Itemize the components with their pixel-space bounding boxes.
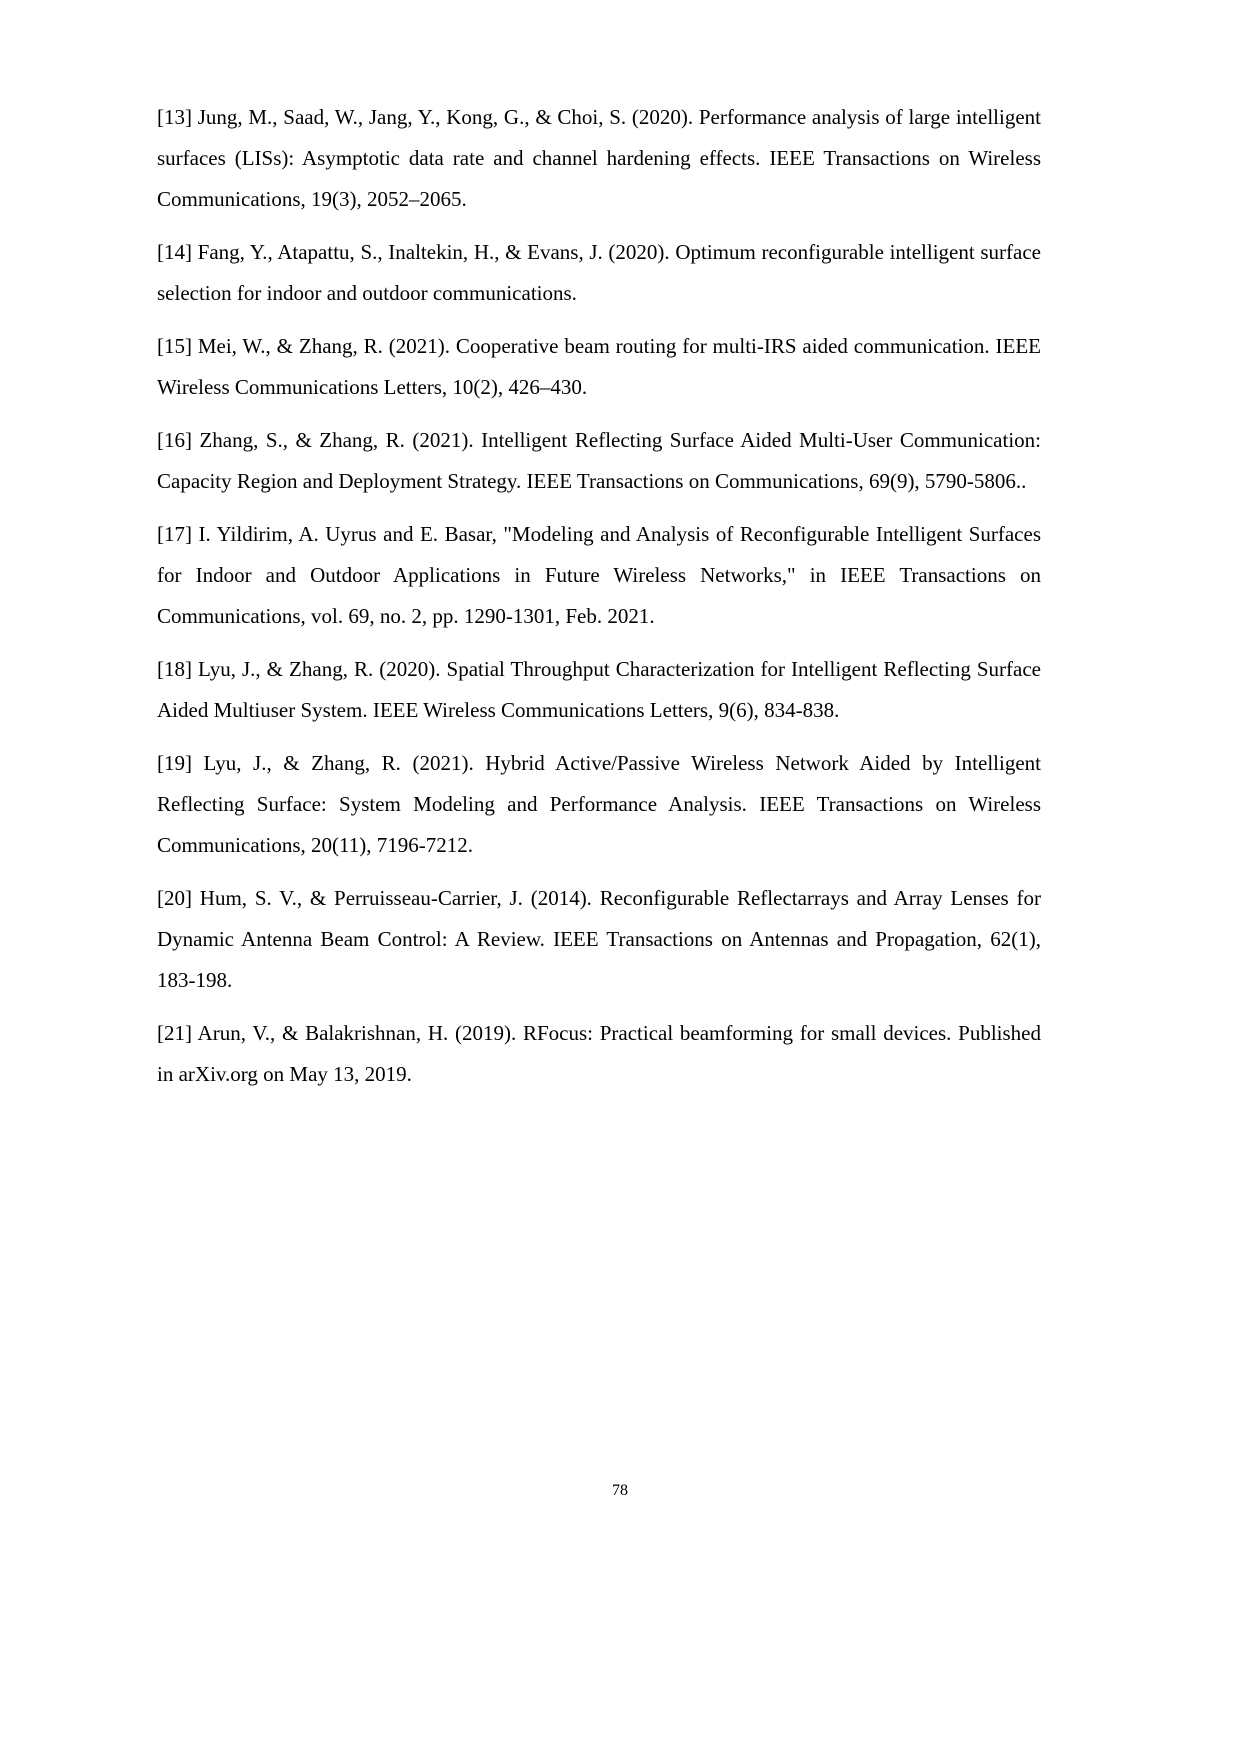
reference-item: [17] I. Yildirim, A. Uyrus and E. Basar, "Modeling and Analysis of Reconfigurable Intelligent Surfaces for Indoor and Outdoor Applications in Future Wireless Networks," in IEEE Transactions on Communications, vol. 69, no. 2, pp. 1290-1301, Feb. 2021. [157, 522, 1041, 628]
reference-item: [14] Fang, Y., Atapattu, S., Inaltekin, H., & Evans, J. (2020). Optimum reconfigurable intelligent surface selection for indoor and outdoor communications. [157, 240, 1041, 305]
reference-item: [13] Jung, M., Saad, W., Jang, Y., Kong, G., & Choi, S. (2020). Performance analysis of large intelligent surfaces (LISs): Asymptotic data rate and channel hardening effects. IEEE Transactions on Wireless Communications, 19(3), 2052–2065. [157, 105, 1041, 211]
reference-item: [15] Mei, W., & Zhang, R. (2021). Cooperative beam routing for multi-IRS aided communication. IEEE Wireless Communications Letters, 10(2), 426–430. [157, 334, 1041, 399]
reference-item: [16] Zhang, S., & Zhang, R. (2021). Intelligent Reflecting Surface Aided Multi-User Communication: Capacity Region and Deployment Strategy. IEEE Transactions on Communications, 69(9), 5790-5806.. [157, 428, 1041, 493]
reference-item: [20] Hum, S. V., & Perruisseau-Carrier, J. (2014). Reconfigurable Reflectarrays and Array Lenses for Dynamic Antenna Beam Control: A Review. IEEE Transactions on Antennas and Propagation, 62(1), 183-198. [157, 886, 1041, 992]
reference-item: [21] Arun, V., & Balakrishnan, H. (2019). RFocus: Practical beamforming for small devices. Published in arXiv.org on May 13, 2019. [157, 1021, 1041, 1086]
references-list [157, 97, 1041, 1107]
reference-item: [19] Lyu, J., & Zhang, R. (2021). Hybrid Active/Passive Wireless Network Aided by Intelligent Reflecting Surface: System Modeling and Performance Analysis. IEEE Transactions on Wireless Communications, 20(11), 7196-7212. [157, 751, 1041, 857]
page-number: 78 [612, 1482, 628, 1499]
reference-item: [18] Lyu, J., & Zhang, R. (2020). Spatial Throughput Characterization for Intelligent Reflecting Surface Aided Multiuser System. IEEE Wireless Communications Letters, 9(6), 834-838. [157, 657, 1041, 722]
